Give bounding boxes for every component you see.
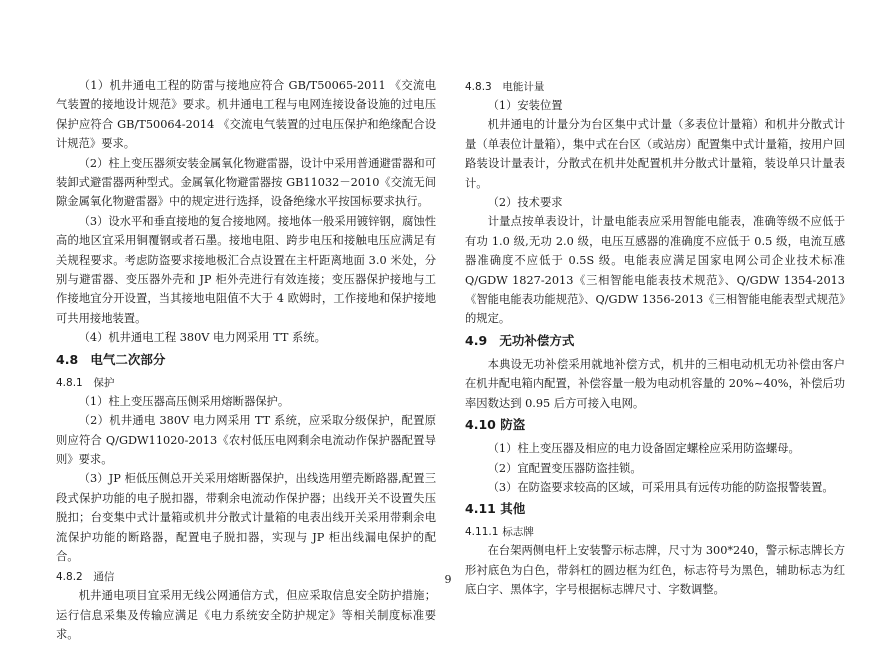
subsection-title: 电能计量 [502, 81, 545, 93]
subsection-number: 4.8.3 [465, 81, 492, 93]
section-title: 无功补偿方式 [499, 332, 575, 348]
subsection-title: 标志牌 [502, 526, 534, 539]
paragraph: 在台架两侧电杆上安装警示标志牌，尺寸为 300*240，警示标志牌长方形衬底色为白色，带斜杠的圆边框为红色，标志符号为黑色，辅助标志为红底白字、黑体字，字号根据标志牌尺寸、字数调整。 [465, 544, 845, 597]
section-heading-4-11 [465, 499, 845, 519]
page-number: 9 [444, 573, 452, 586]
section-title: 电气二次部分 [90, 351, 166, 367]
subsection-heading-4-11-1 [465, 523, 845, 541]
paragraph: （1）柱上变压器及相应的电力设备固定螺栓应采用防盗螺母。 [487, 442, 800, 456]
paragraph: （1）柱上变压器高压侧采用熔断器保护。 [78, 394, 290, 408]
subsection-heading-4-8-1 [56, 374, 436, 392]
paragraph: 机井通电项目宜采用无线公网通信方式，但应采取信息安全防护措施；运行信息采集及传输应满足《电力系统安全防护规定》等相关制度标准要求。 [56, 589, 436, 642]
left-column [56, 76, 436, 645]
subsection-number: 4.11.1 [465, 526, 499, 539]
sub-item-heading: （2）技术要求 [487, 196, 563, 210]
section-number: 4.9 [465, 332, 488, 348]
paragraph: （2）机井通电 380V 电力网采用 TT 系统，应采取分级保护，配置原则应符合 Q/GDW11020-2013《农村低压电网剩余电流动作保护器配置导则》要求。 [56, 414, 436, 466]
paragraph: （3）在防盗要求较高的区域，可采用具有远传功能的防盗报警装置。 [487, 480, 834, 494]
section-heading-4-10 [465, 415, 845, 435]
paragraph: （1）机井通电工程的防雷与接地应符合 GB/T50065-2011 《交流电气装置的接地设计规范》要求。机井通电工程与电网连接设备设施的过电压保护应符合 GB/T50064-2014 《交流电气装置的过电压保护和绝缘配合设计规范》要求。 [56, 79, 436, 151]
paragraph: （3）设水平和垂直接地的复合接地网。接地体一般采用镀锌钢，腐蚀性高的地区宜采用铜覆钢或者石墨。接地电阻、跨步电压和接触电压应满足有关规程要求。考虑防盗要求接地极汇合点设置在主杆距离地面 3.0 米处，分别与避雷器、变压器外壳和 JP 柜外壳进行有效连接；变压器保护接地与工作接地宜分开设置，当其接地电阻值不大于 4 欧姆时，工作接地和保护接地可共用接地装置。 [56, 214, 436, 325]
subsection-number: 4.8.1 [56, 376, 83, 389]
section-number: 4.11 [465, 501, 496, 517]
paragraph: 本典设无功补偿采用就地补偿方式，机井的三相电动机无功补偿由客户在机井配电箱内配置，补偿容量一般为电动机容量的 20%~40%，补偿后功率因数达到 0.95 后方可接入电网。 [465, 357, 845, 410]
paragraph: （2）宜配置变压器防盗挂锁。 [487, 461, 642, 475]
paragraph: （2）柱上变压器须安装金属氧化物避雷器，设计中采用普通避雷器和可装卸式避雷器两种型式。金属氧化物避雷器按 GB11032－2010《交流无间隙金属氧化物避雷器》中的规定进行选择，设备绝缘水平按国标要求执行。 [56, 156, 436, 209]
subsection-title: 通信 [93, 571, 115, 584]
section-number: 4.8 [56, 351, 79, 367]
sub-item-heading: （1）安装位置 [487, 99, 563, 112]
section-number: 4.10 [465, 417, 496, 433]
section-heading-4-9 [465, 331, 845, 351]
paragraph: （4）机井通电工程 380V 电力网采用 TT 系统。 [78, 331, 326, 345]
section-title: 其他 [500, 501, 526, 517]
section-heading-4-8 [56, 350, 436, 370]
paragraph: （3）JP 柜低压侧总开关采用熔断器保护，出线选用塑壳断路器,配置三段式保护功能的电子脱扣器，带剩余电流动作保护器；出线开关不设置失压脱扣；台变集中式计量箱或机井分散式计量箱的电表出线开关采用带剩余电流保护功能的断路器，配置电子脱扣器，实现与 JP 柜出线漏电保护的配合。 [56, 472, 436, 563]
subsection-number: 4.8.2 [56, 571, 83, 584]
section-title: 防盗 [500, 417, 526, 433]
right-column [465, 76, 845, 600]
subsection-heading-4-8-3 [465, 78, 845, 96]
paragraph: 机井通电的计量分为台区集中式计量（多表位计量箱）和机井分散式计量（单表位计量箱），集中式在台区（或站房）配置集中式计量箱，按用户回路装设计量表计，分散式在机井处配置机井分散式计量箱，装设单只计量表计。 [465, 118, 845, 190]
paragraph: 计量点按单表设计，计量电能表应采用智能电能表，准确等级不应低于有功 1.0 级,无功 2.0 级，电压互感器的准确度不应低于 0.5 级，电流互感器准确度不应低于 0.5S 级。电能表应满足国家电网公司企业技术标准 Q/GDW 1827-2013《三相智能电能表技术规范》、Q/GDW 1354-2013《智能电能表功能规范》、Q/GDW 1356-2013《三相智能电能表型式规范》的规定。 [465, 215, 845, 326]
subsection-title: 保护 [93, 376, 115, 389]
